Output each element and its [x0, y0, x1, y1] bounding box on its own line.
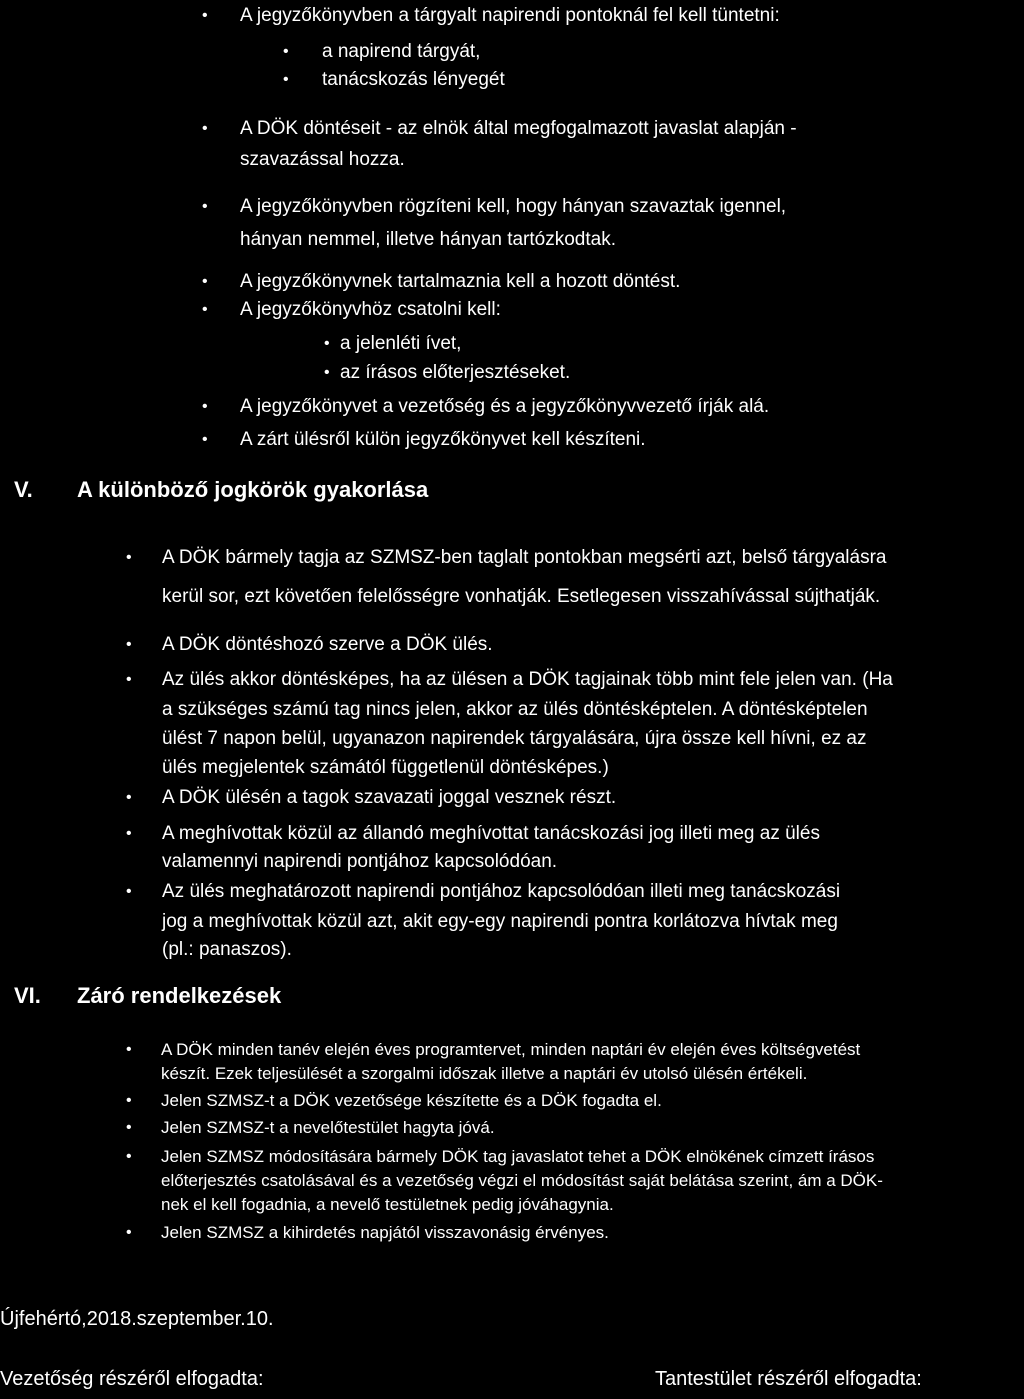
list-item: Jelen SZMSZ-t a nevelőtestület hagyta jóvá. — [161, 1118, 495, 1137]
list-item: A DÖK minden tanév elején éves programtervet, minden naptári év elején éves költségvetést — [161, 1040, 861, 1059]
list-item-continuation: ülést 7 napon belül, ugyanazon napirendek tárgyalására, újra össze kell hívni, ez az — [162, 728, 867, 749]
section-heading: A különböző jogkörök gyakorlása — [77, 477, 429, 502]
list-item: Jelen SZMSZ a kihirdetés napjától visszavonásig érvényes. — [161, 1223, 609, 1242]
section-number: V. — [14, 477, 33, 502]
bullet: • — [283, 71, 289, 88]
list-item: A jegyzőkönyvben rögzíteni kell, hogy hányan szavaztak igennel, — [240, 196, 787, 217]
section-number: VI. — [14, 983, 41, 1008]
list-item: A DÖK bármely tagja az SZMSZ-ben taglalt pontokban megsérti azt, belső tárgyalásra — [162, 547, 887, 568]
list-item: A DÖK ülésén a tagok szavazati joggal vesznek részt. — [162, 787, 617, 808]
bullet: • — [126, 671, 132, 688]
left-signature-label: Vezetőség részéről elfogadta: — [0, 1368, 264, 1390]
bullet: • — [202, 273, 208, 290]
list-item: az írásos előterjesztéseket. — [340, 362, 571, 383]
list-item-continuation: jog a meghívottak közül azt, akit egy-egy napirendi pontra korlátozva hívtak meg — [162, 911, 838, 932]
list-item: Jelen SZMSZ-t a DÖK vezetősége készítette és a DÖK fogadta el. — [161, 1091, 662, 1110]
list-item-continuation: (pl.: panaszos). — [162, 939, 292, 960]
bullet: • — [126, 1092, 132, 1109]
bullet: • — [126, 883, 132, 900]
list-item-continuation: ülés megjelentek számától függetlenül döntésképes.) — [162, 757, 609, 778]
list-item: A zárt ülésről külön jegyzőkönyvet kell készíteni. — [240, 429, 646, 450]
bullet: • — [126, 789, 132, 806]
bullet: • — [126, 825, 132, 842]
list-item: a napirend tárgyát, — [322, 41, 481, 62]
list-item: a jelenléti ívet, — [340, 333, 462, 354]
bullet: • — [126, 549, 132, 566]
list-item: A jegyzőkönyvhöz csatolni kell: — [240, 299, 501, 320]
list-item-continuation: a szükséges számú tag nincs jelen, akkor az ülés döntésképtelen. A döntésképtelen — [162, 699, 868, 720]
bullet: • — [126, 1224, 132, 1241]
bullet: • — [202, 398, 208, 415]
list-item: Az ülés akkor döntésképes, ha az ülésen a DÖK tagjainak több mint fele jelen van. (Ha — [162, 669, 893, 690]
list-item-continuation: kerül sor, ezt követően felelősségre vonhatják. Esetlegesen visszahívással sújthatják. — [162, 586, 881, 607]
right-signature-label: Tantestület részéről elfogadta: — [655, 1368, 922, 1390]
list-item-continuation: előterjesztés csatolásával és a vezetőség végzi el módosítást saját belátása szerint, ám a DÖK- — [161, 1171, 883, 1190]
list-item-continuation: hányan nemmel, illetve hányan tartózkodtak. — [240, 229, 616, 250]
bullet: • — [126, 1119, 132, 1136]
section-heading: Záró rendelkezések — [77, 983, 282, 1008]
list-item: Jelen SZMSZ módosítására bármely DÖK tag javaslatot tehet a DÖK elnökének címzett írásos — [161, 1147, 875, 1166]
list-item: A jegyzőkönyvet a vezetőség és a jegyzőkönyvvezető írják alá. — [240, 396, 770, 417]
bullet: • — [202, 7, 208, 24]
bullet: • — [283, 43, 289, 60]
list-item-continuation: készít. Ezek teljesülését a szorgalmi időszak illetve a naptári év utolsó ülésén értékeli. — [161, 1064, 808, 1083]
bullet: • — [202, 120, 208, 137]
list-item: Az ülés meghatározott napirendi pontjához kapcsolódóan illeti meg tanácskozási — [162, 881, 841, 902]
bullet: • — [324, 335, 330, 352]
bullet: • — [202, 431, 208, 448]
place-date: Újfehértó,2018.szeptember.10. — [0, 1308, 274, 1330]
bullet: • — [126, 1148, 132, 1165]
list-item-continuation: nek el kell fogadnia, a nevelő testületnek pedig jóváhagynia. — [161, 1195, 614, 1214]
list-item: A jegyzőkönyvnek tartalmaznia kell a hozott döntést. — [240, 271, 681, 292]
list-item: A DÖK döntéseit - az elnök által megfogalmazott javaslat alapján - — [240, 118, 797, 139]
list-item: A jegyzőkönyvben a tárgyalt napirendi pontoknál fel kell tüntetni: — [240, 5, 780, 26]
list-item: A DÖK döntéshozó szerve a DÖK ülés. — [162, 634, 493, 655]
list-item: tanácskozás lényegét — [322, 69, 505, 90]
bullet: • — [324, 364, 330, 381]
bullet: • — [202, 198, 208, 215]
bullet: • — [126, 636, 132, 653]
list-item-continuation: szavazással hozza. — [240, 149, 405, 170]
list-item-continuation: valamennyi napirendi pontjához kapcsolódóan. — [162, 851, 558, 872]
bullet: • — [202, 301, 208, 318]
bullet: • — [126, 1041, 132, 1058]
list-item: A meghívottak közül az állandó meghívottat tanácskozási jog illeti meg az ülés — [162, 823, 820, 844]
